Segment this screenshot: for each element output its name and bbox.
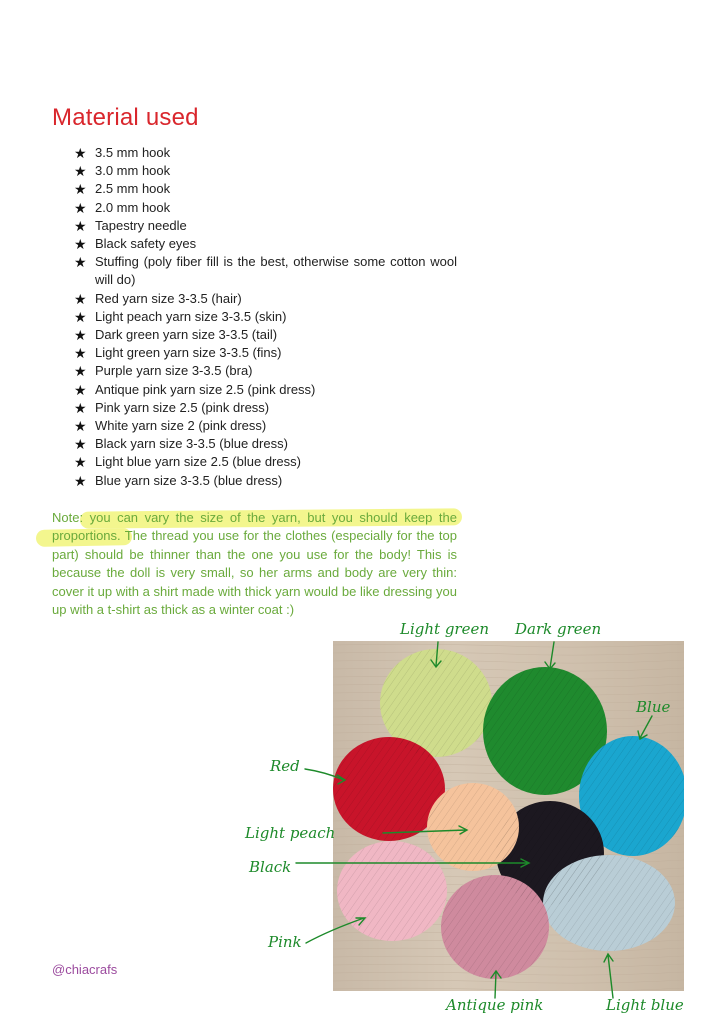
label-light-peach: Light peach (245, 824, 336, 842)
label-dark-green: Dark green (515, 620, 602, 638)
star-bullet-icon: ★ (74, 363, 87, 380)
star-bullet-icon: ★ (74, 145, 87, 161)
list-item-text: Light peach yarn size 3-3.5 (skin) (95, 308, 287, 324)
star-bullet-icon: ★ (74, 217, 87, 234)
label-red: Red (270, 757, 300, 775)
label-black: Black (249, 858, 292, 876)
star-bullet-icon: ★ (74, 199, 87, 216)
list-item-text: White yarn size 2 (pink dress) (95, 418, 267, 434)
list-item-text: Blue yarn size 3-3.5 (blue dress) (95, 472, 283, 488)
star-bullet-icon: ★ (74, 399, 87, 416)
star-bullet-icon: ★ (74, 345, 87, 362)
list-item-text: 2.0 mm hook (95, 199, 171, 215)
list-item-text: 3.0 mm hook (95, 163, 171, 179)
star-bullet-icon: ★ (74, 381, 87, 398)
list-item-text: 3.5 mm hook (95, 145, 171, 160)
star-bullet-icon: ★ (74, 181, 87, 198)
page-title: Material used (52, 104, 199, 131)
star-bullet-icon: ★ (74, 163, 87, 180)
list-item-text: Light green yarn size 3-3.5 (fins) (95, 345, 282, 361)
star-bullet-icon: ★ (74, 418, 87, 435)
list-item-text: Tapestry needle (95, 217, 187, 233)
star-bullet-icon: ★ (74, 472, 87, 489)
label-light-blue: Light blue (606, 996, 684, 1014)
star-bullet-icon: ★ (74, 236, 87, 253)
star-bullet-icon: ★ (74, 436, 87, 453)
star-bullet-icon: ★ (74, 254, 87, 271)
list-item-text: 2.5 mm hook (95, 181, 171, 197)
list-item-text: Purple yarn size 3-3.5 (bra) (95, 363, 253, 379)
list-item-text: Dark green yarn size 3-3.5 (tail) (95, 327, 278, 343)
author-handle: @chiacrafs (52, 962, 118, 977)
list-item-text: Pink yarn size 2.5 (pink dress) (95, 399, 270, 415)
list-item-text: Black safety eyes (95, 236, 197, 252)
star-bullet-icon: ★ (74, 454, 87, 471)
star-bullet-icon: ★ (74, 308, 87, 325)
list-item-text: Antique pink yarn size 2.5 (pink dress) (95, 381, 316, 397)
star-bullet-icon: ★ (74, 327, 87, 344)
label-blue: Blue (636, 698, 671, 716)
label-antique-pink: Antique pink (446, 996, 544, 1014)
label-pink: Pink (268, 933, 302, 951)
list-item-text: Stuffing (poly fiber fill is the best, otherwise some cotton wool will do) (95, 254, 457, 288)
label-light-green: Light green (400, 620, 490, 638)
list-item-text: Black yarn size 3-3.5 (blue dress) (95, 436, 288, 452)
list-item-text: Light blue yarn size 2.5 (blue dress) (95, 454, 301, 470)
star-bullet-icon: ★ (74, 290, 87, 307)
list-item-text: Red yarn size 3-3.5 (hair) (95, 290, 242, 306)
note-paragraph: Note: you can vary the size of the yarn, but you should keep the proportions. The thread you use for the clothes (especially for the top part) should be thinner than the one you use for the body! This is because the doll is very small, so her arms and body are very thin: cover it up with a shirt made with thick yarn would be like dressing you up with a t-shirt as thick as a winter coat :) (52, 510, 457, 618)
